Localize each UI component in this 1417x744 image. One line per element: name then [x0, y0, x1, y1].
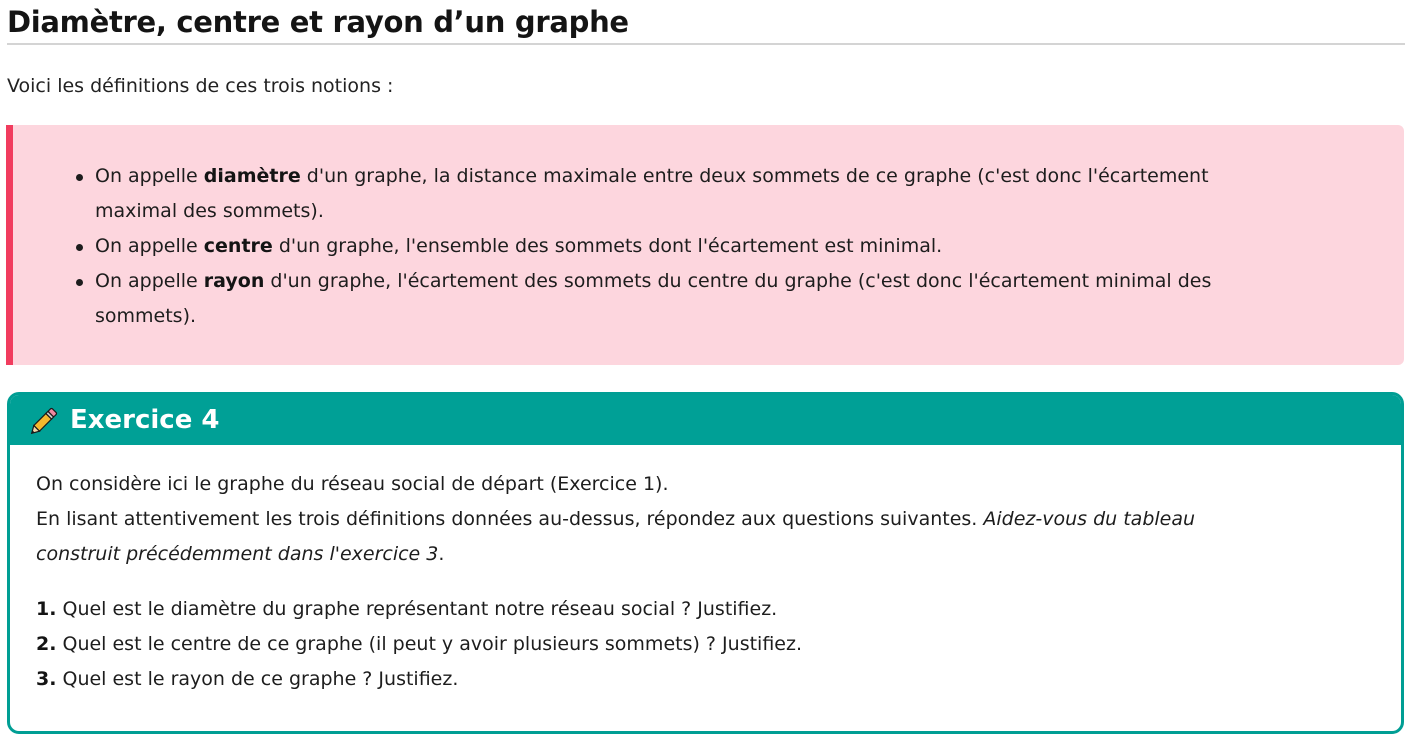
bullet-icon — [76, 279, 83, 286]
definition-text-continued: sommets). — [95, 305, 197, 327]
definition-text: d'un graphe, l'ensemble des sommets dont l'écartement est minimal. — [272, 235, 943, 257]
exercise-line-end: . — [438, 543, 445, 565]
definition-text: d'un graphe, l'écartement des sommets du centre du graphe (c'est donc l'écartement minimal des — [264, 270, 1212, 292]
exercise-title: Exercice 4 — [70, 405, 220, 435]
question-list — [36, 592, 1376, 697]
question-text: Quel est le centre de ce graphe (il peut y avoir plusieurs sommets) ? Justifiez. — [56, 633, 802, 655]
exercise-header — [10, 395, 1401, 445]
question-number: 3. — [36, 668, 57, 690]
bullet-icon — [76, 244, 83, 251]
question-number: 2. — [36, 633, 57, 655]
exercise-context — [36, 467, 1376, 502]
definition-prefix: On appelle — [95, 270, 204, 292]
definition-box — [6, 125, 1404, 365]
question-2 — [36, 627, 1376, 662]
question-1 — [36, 592, 1376, 627]
exercise-line: En lisant attentivement les trois définitions données au-dessus, répondez aux questions suivantes. — [36, 508, 984, 530]
definition-list — [72, 159, 1372, 334]
definition-text: d'un graphe, la distance maximale entre deux sommets de ce graphe (c'est donc l'écartement — [300, 165, 1209, 187]
definition-text-continued: maximal des sommets). — [95, 200, 324, 222]
intro-text: Voici les définitions de ces trois notions : — [7, 75, 394, 97]
definition-term: centre — [203, 235, 273, 257]
exercise-instructions — [36, 502, 1376, 572]
exercise-box — [7, 392, 1404, 734]
pencil-icon — [26, 405, 60, 439]
question-number: 1. — [36, 598, 57, 620]
page-title: Diamètre, centre et rayon d’un graphe — [7, 3, 1405, 45]
question-text: Quel est le rayon de ce graphe ? Justifiez. — [56, 668, 459, 690]
exercise-hint: Aidez-vous du tableau — [983, 508, 1196, 530]
definition-item-centre — [72, 229, 1372, 264]
exercise-body — [36, 467, 1376, 697]
question-3 — [36, 662, 1376, 697]
exercise-hint-continued: construit précédemment dans l'exercice 3 — [36, 543, 439, 565]
definition-prefix: On appelle — [95, 165, 204, 187]
exercise-line: On considère ici le graphe du réseau social de départ (Exercice 1). — [36, 473, 669, 495]
definition-term: diamètre — [203, 165, 301, 187]
question-text: Quel est le diamètre du graphe représentant notre réseau social ? Justifiez. — [56, 598, 778, 620]
definition-prefix: On appelle — [95, 235, 204, 257]
bullet-icon — [76, 174, 83, 181]
definition-item-diametre — [72, 159, 1372, 229]
definition-item-rayon — [72, 264, 1372, 334]
definition-term: rayon — [203, 270, 265, 292]
